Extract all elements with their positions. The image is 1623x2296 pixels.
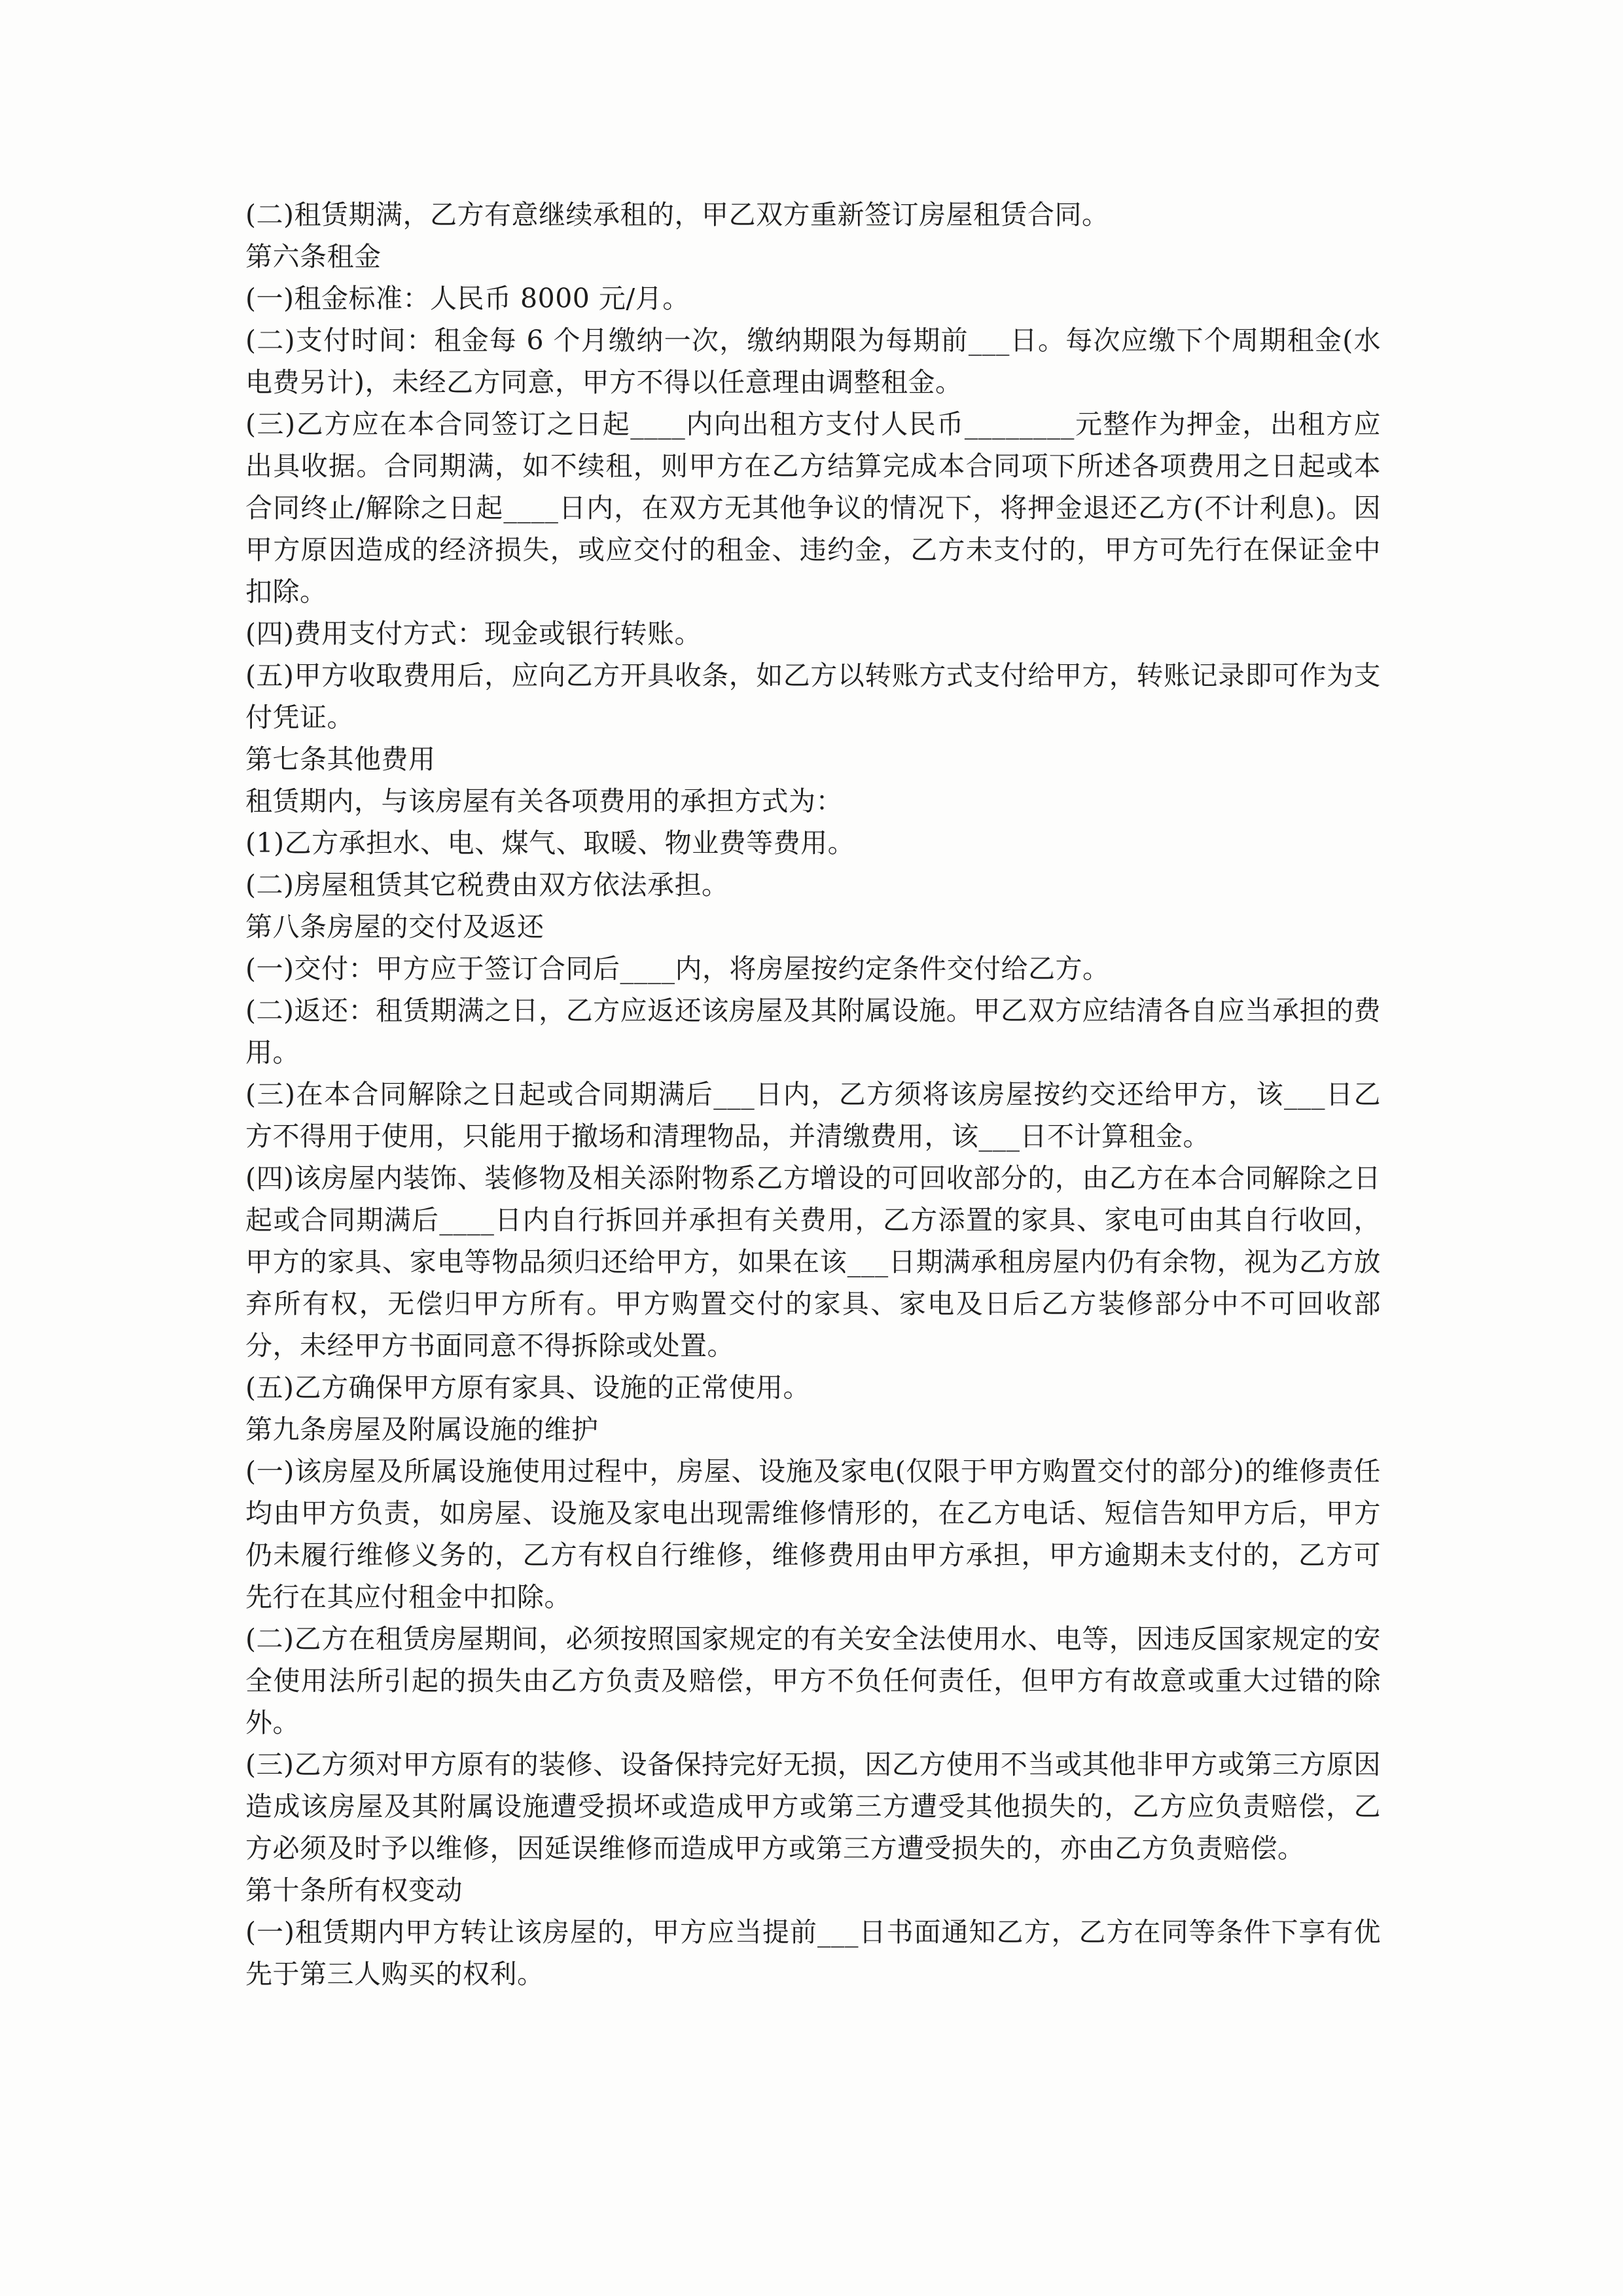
clause-6-1: (一)租金标准：人民币 8000 元/月。 [245, 283, 690, 314]
clause-7-1: (1)乙方承担水、电、煤气、取暖、物业费等费用。 [245, 827, 855, 859]
article-7-intro: 租赁期内，与该房屋有关各项费用的承担方式为： [245, 785, 843, 817]
clause-8-1: (一)交付：甲方应于签订合同后____内，将房屋按约定条件交付给乙方。 [245, 953, 1110, 984]
clause-7-2: (二)房屋租赁其它税费由双方依法承担。 [245, 869, 729, 901]
article-10-heading: 第十条所有权变动 [245, 1874, 463, 1906]
clause-8-4: (四)该房屋内装饰、装修物及相关添附物系乙方增设的可回收部分的，由乙方在本合同解除之日起或合同期满后____日内自行拆回并承担有关费用，乙方添置的家具、家电可由其自行收回，甲方的家具、家电等物品须归还给甲方，如果在该___日期满承租房屋内仍有余物，视为乙方放弃所有权，无偿归甲方所有。甲方购置交付的家具、家电及日后乙方装修部分中不可回收部分，未经甲方书面同意不得拆除或处置。 [245, 1162, 1381, 1361]
clause-6-3: (三)乙方应在本合同签订之日起____内向出租方支付人民币________元整作为押金，出租方应出具收据。合同期满，如不续租，则甲方在乙方结算完成本合同项下所述各项费用之日起或本合同终止/解除之日起____日内，在双方无其他争议的情况下，将押金退还乙方(不计利息)。因甲方原因造成的经济损失，或应交付的租金、违约金，乙方未支付的，甲方可先行在保证金中扣除。 [245, 408, 1381, 607]
article-6-heading: 第六条租金 [245, 241, 382, 272]
clause-9-1: (一)该房屋及所属设施使用过程中，房屋、设施及家电(仅限于甲方购置交付的部分)的维修责任均由甲方负责，如房屋、设施及家电出现需维修情形的，在乙方电话、短信告知甲方后，甲方仍未履行维修义务的，乙方有权自行维修，维修费用由甲方承担，甲方逾期未支付的，乙方可先行在其应付租金中扣除。 [245, 1456, 1381, 1613]
article-9-heading: 第九条房屋及附属设施的维护 [245, 1414, 599, 1445]
article-7-heading: 第七条其他费用 [245, 744, 436, 775]
clause-5-2: (二)租赁期满，乙方有意继续承租的，甲乙双方重新签订房屋租赁合同。 [245, 199, 1109, 230]
article-8-heading: 第八条房屋的交付及返还 [245, 911, 544, 942]
clause-8-3: (三)在本合同解除之日起或合同期满后___日内，乙方须将该房屋按约交还给甲方，该___日乙方不得用于使用，只能用于撤场和清理物品，并清缴费用，该___日不计算租金。 [245, 1079, 1381, 1152]
clause-8-5: (五)乙方确保甲方原有家具、设施的正常使用。 [245, 1372, 810, 1403]
document-body [245, 194, 1381, 1995]
clause-6-2: (二)支付时间：租金每 6 个月缴纳一次，缴纳期限为每期前___日。每次应缴下个周期租金(水电费另计)，未经乙方同意，甲方不得以任意理由调整租金。 [245, 325, 1381, 398]
clause-10-1: (一)租赁期内甲方转让该房屋的，甲方应当提前___日书面通知乙方，乙方在同等条件下享有优先于第三人购买的权利。 [245, 1916, 1381, 1990]
clause-6-4: (四)费用支付方式：现金或银行转账。 [245, 618, 702, 649]
clause-9-3: (三)乙方须对甲方原有的装修、设备保持完好无损，因乙方使用不当或其他非甲方或第三方原因造成该房屋及其附属设施遭受损坏或造成甲方或第三方遭受其他损失的，乙方应负责赔偿，乙方必须及时予以维修，因延误维修而造成甲方或第三方遭受损失的，亦由乙方负责赔偿。 [245, 1749, 1381, 1864]
clause-6-5: (五)甲方收取费用后，应向乙方开具收条，如乙方以转账方式支付给甲方，转账记录即可作为支付凭证。 [245, 660, 1381, 733]
clause-9-2: (二)乙方在租赁房屋期间，必须按照国家规定的有关安全法使用水、电等，因违反国家规定的安全使用法所引起的损失由乙方负责及赔偿，甲方不负任何责任，但甲方有故意或重大过错的除外。 [245, 1623, 1381, 1738]
clause-8-2: (二)返还：租赁期满之日，乙方应返还该房屋及其附属设施。甲乙双方应结清各自应当承担的费用。 [245, 995, 1381, 1068]
